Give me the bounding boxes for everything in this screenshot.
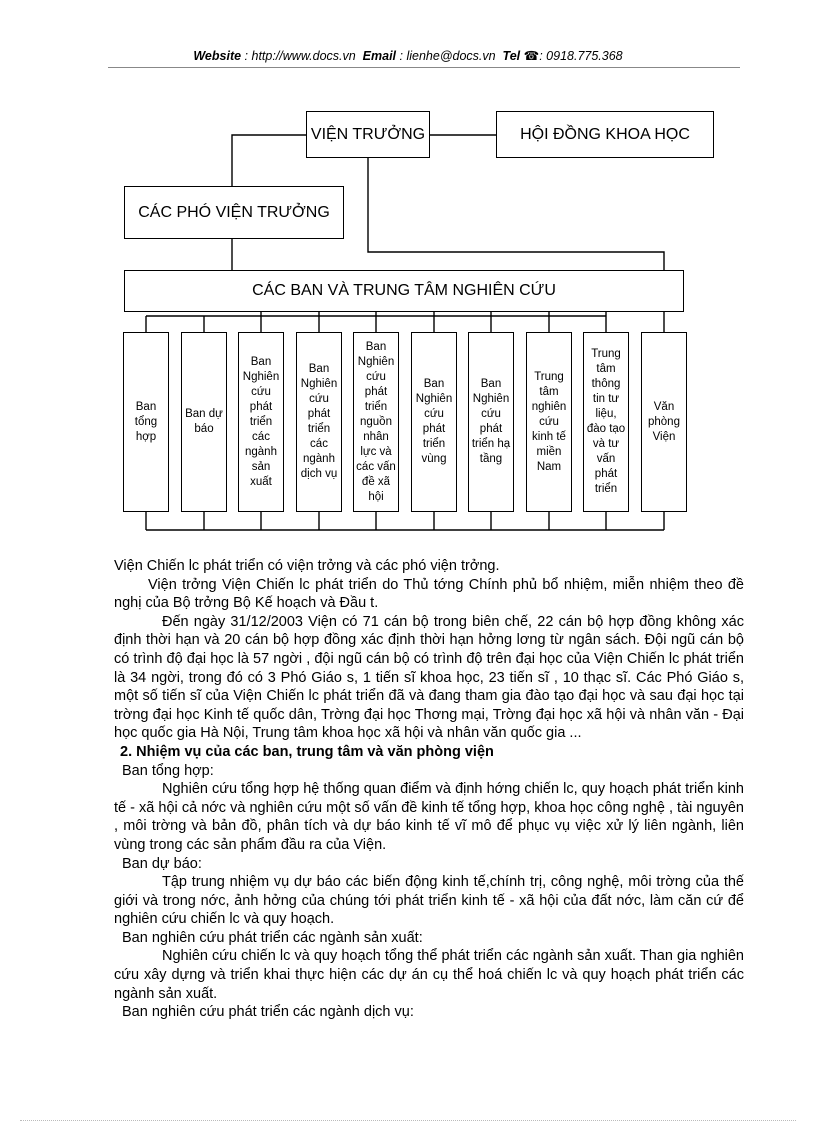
body-text <box>114 557 744 1022</box>
unit-box-regional: Ban Nghiên cứu phát triển vùng <box>411 332 457 512</box>
unit-box-office: Văn phòng Viện <box>641 332 687 512</box>
org-chart <box>0 0 816 540</box>
section-production-text: Nghiên cứu chiến lc và quy hoạch tổng thể phát triển các ngành sản xuất. Than gia nghiên cứu xây dựng và triển khai thực hiện các dự án cụ thể hoá chiến lc và quy hoạch phát triển các ngành sản xuất. <box>114 948 744 1002</box>
website-url: : http://www.docs.vn <box>244 49 356 63</box>
connector-director-deputies <box>232 135 306 186</box>
section-heading: 2. Nhiệm vụ của các ban, trung tâm và văn phòng viện <box>120 743 494 760</box>
council-box: HỘI ĐỒNG KHOA HỌC <box>496 111 714 158</box>
section-general-title: Ban tổng hợp: <box>122 762 214 779</box>
email-address: : lienhe@docs.vn <box>399 49 496 63</box>
paragraph-director: Viện trởng Viện Chiến lc phát triển do Thủ tớng Chính phủ bổ nhiệm, miễn nhiệm theo đề nghị của Bộ trởng Bộ Kế hoạch và Đầu t. <box>114 576 744 612</box>
website-label: Website <box>193 49 242 63</box>
section-services-title: Ban nghiên cứu phát triển các ngành dịch vụ: <box>122 1004 414 1021</box>
section-production-title: Ban nghiên cứu phát triển các ngành sản xuất: <box>122 929 423 946</box>
unit-box-services: Ban Nghiên cứu phát triển các ngành dịch vụ <box>296 332 342 512</box>
unit-box-production: Ban Nghiên cứu phát triển các ngành sản xuất <box>238 332 284 512</box>
section-forecast-title: Ban dự báo: <box>122 855 202 872</box>
paragraph-staff: Đến ngày 31/12/2003 Viện có 71 cán bộ trong biên chế, 22 cán bộ hợp đồng không xác định thời hạn và 20 cán bộ hợp đồng xác định thời hạn hởng lơng từ ngân sách. Đội ngũ cán bộ có trình độ đại học là 57 ngời , đội ngũ cán bộ có trình độ trên đại học của Viện Chiến lc phát triển là 34 ngời, trong đó có 3 Phó Giáo s, 1 tiến sĩ khoa học, 23 tiến sĩ , 10 thạc sĩ. Các Phó Giáo s, một số tiến sĩ của Viện Chiến lc phát triển đã và đang tham gia đào tạo đại học và sau đại học tại trờng đại học Kinh tế quốc dân, Trờng đại học Thơng mại, Trờng đại học xã hội và nhân văn - Đại học quốc gia Hà Nội, Trung tâm khoa học xã hội và nhân văn quốc gia ... <box>114 613 744 742</box>
phone-icon: ☎ <box>523 49 540 63</box>
paragraph-intro: Viện Chiến lc phát triển có viện trởng và các phó viện trởng. <box>114 558 500 574</box>
unit-box-southern-center: Trung tâm nghiên cứu kinh tế miền Nam <box>526 332 572 512</box>
unit-box-information-center: Trung tâm thông tin tư liệu, đào tạo và tư vấn phát triển <box>583 332 629 512</box>
deputies-box: CÁC PHÓ VIỆN TRƯỞNG <box>124 186 344 239</box>
footer-divider <box>20 1120 796 1121</box>
email-label: Email <box>362 49 397 63</box>
section-general-text: Nghiên cứu tổng hợp hệ thống quan điểm và định hớng chiến lc, quy hoạch phát triển kinh tế - xã hội cả nớc và nghiên cứu một số vấn đề kinh tế tổng hợp, khoa học công nghệ , tài nguyên , môi trờng và bản đồ, phân tích và dự báo kinh tế vĩ mô để phục vụ việc xử lý liên ngành, liên vùng trong các sản phẩm đầu ra của Viện. <box>114 781 744 853</box>
section-forecast-text: Tập trung nhiệm vụ dự báo các biến động kinh tế,chính trị, công nghệ, môi trờng của thế giới và trong nớc, ảnh hởng của chúng tới phát triển kinh tế - xã hội của đất nớc, làm căn cứ để nghiên cứu chiến lc và quy hoạch. <box>114 874 744 928</box>
director-box: VIỆN TRƯỞNG <box>306 111 430 158</box>
unit-box-general: Ban tổng hợp <box>123 332 169 512</box>
unit-box-forecast: Ban dự báo <box>181 332 227 512</box>
unit-box-human-resources: Ban Nghiên cứu phát triển nguồn nhân lực và các vấn đề xã hội <box>353 332 399 512</box>
departments-box: CÁC BAN VÀ TRUNG TÂM NGHIÊN CỨU <box>124 270 684 312</box>
tel-label: Tel <box>502 49 521 63</box>
phone-number: : 0918.775.368 <box>539 49 623 63</box>
unit-box-infrastructure: Ban Nghiên cứu phát triển hạ tầng <box>468 332 514 512</box>
